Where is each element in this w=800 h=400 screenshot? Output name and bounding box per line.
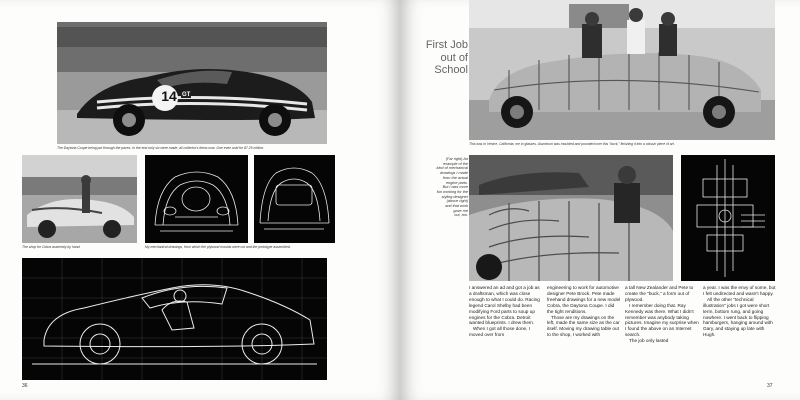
body-paragraph: a tall New Zealander and Pete to create the "buck," a form out of plywood.	[625, 285, 694, 302]
left-page-number: 36	[22, 383, 28, 389]
right-page	[400, 0, 800, 400]
engine-part-drawing	[681, 155, 775, 281]
side-caption-line: engine parts.	[446, 180, 468, 185]
body-text-column-1	[469, 285, 543, 338]
heading-line-1: First Job	[425, 39, 468, 51]
side-caption-line: kind of mechanical	[436, 166, 468, 171]
side-caption-line: styling designer	[441, 194, 468, 199]
far-right-caption	[418, 157, 468, 218]
body-paragraph: I remember doing that. Ray Kennedy was there. What I didn't remember was anybody taking pictures. Imagine my surprise when I found the above on an Internet search.	[625, 302, 699, 338]
workshop-buck-photo	[469, 155, 673, 281]
body-paragraph: All the other "technical illustration" jobs I got were short term, bottom rung, and going nowhere. I went back to flipping hamburgers, hanging around with Gary, and staying up late with Hugh.	[703, 296, 773, 338]
body-text-column-3	[625, 285, 699, 344]
body-paragraph: I answered an ad and got a job as a draftsman, which was close enough to what I could do. Racing legend Carol Shelby had been modifying Ford parts to soup up engines for the Cobra. Detroit wanted blueprints. I drew them.	[469, 285, 540, 326]
body-paragraph: The job only lasted	[629, 338, 669, 344]
side-caption-line: example of the	[443, 161, 468, 166]
heading-line-3: School	[434, 64, 468, 76]
side-caption-line: (above right)	[446, 199, 468, 204]
rear-view-drawing	[254, 155, 335, 243]
body-paragraph: engineering to work for automotive designer Pete Brock. Pete made freehand drawings for a new model Cobra, the Daytona Coupe. I did the tight renditions.	[547, 285, 621, 314]
body-paragraph: a year. I was the envy of some, but I felt undirected and wasn't happy.	[703, 285, 776, 296]
shop-floor-caption: The shop for Cobra assembly by hand.	[22, 245, 81, 249]
side-view-drawing	[22, 258, 327, 380]
plywood-buck-caption: This was in Venice, California, me in glasses. Aluminum was moulded and pounded over this "buck," finishing it into a classic piece of art.	[469, 142, 675, 146]
heading-line-2: out of	[440, 51, 468, 64]
side-caption-line: from the actual	[442, 175, 468, 180]
race-class-label: GT	[182, 92, 191, 98]
body-text-column-4	[703, 285, 777, 338]
side-caption-line: drawings I made	[440, 171, 468, 176]
plywood-buck-photo	[469, 0, 775, 140]
body-text-column-2	[547, 285, 621, 338]
side-caption-line: gave me	[453, 208, 468, 213]
side-caption-line: fun working for the	[436, 189, 468, 194]
side-caption-line: and that work	[445, 204, 468, 209]
racing-coupe-caption: The Daytona Coupe being put through the paces. In the end only six were made, all collector's items now. One even sold for $7.25 million.	[57, 146, 265, 150]
front-view-drawing	[145, 155, 248, 243]
racing-coupe-photo	[57, 22, 327, 144]
body-paragraph: Those are my drawings on the left, made the same size as the car itself. Moving my drawing table out to the shop, I worked with	[547, 314, 620, 338]
body-paragraph: When I got all those done, I moved over from	[469, 326, 531, 338]
chapter-heading	[420, 39, 468, 77]
shop-floor-photo	[22, 155, 137, 243]
drawings-caption: My mechanical drawings, from which the plywood moulds were cut and the prototype assembled.	[145, 245, 291, 249]
race-number: 14	[161, 88, 177, 104]
side-caption-line: But I was more	[442, 185, 468, 190]
side-caption-line: (Far right) An	[445, 157, 468, 161]
side-caption-line: out, too.	[454, 213, 468, 218]
right-page-number: 37	[767, 383, 773, 389]
